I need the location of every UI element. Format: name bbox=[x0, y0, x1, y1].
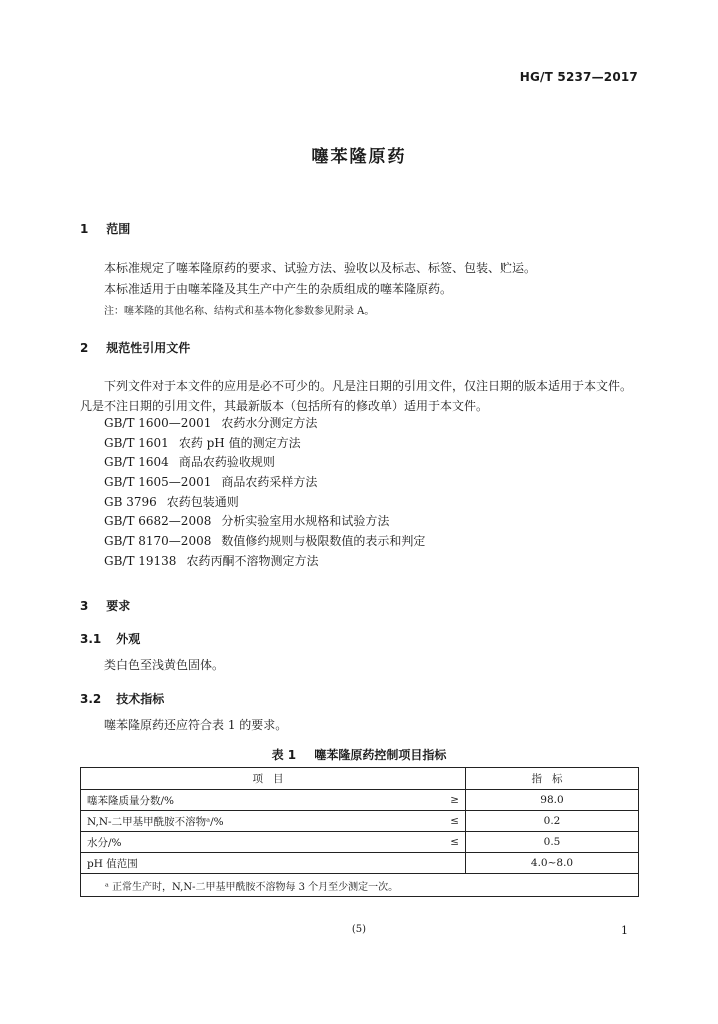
table-footnote-row bbox=[81, 874, 639, 897]
row-symbol bbox=[417, 853, 465, 874]
header-item: 项目 bbox=[81, 768, 466, 790]
reference-item: GB/T 1605—2001 商品农药采样方法 bbox=[104, 475, 318, 490]
table-caption bbox=[0, 746, 718, 763]
reference-item: GB/T 1601 农药 pH 值的测定方法 bbox=[104, 435, 301, 450]
row-symbol: ≥ bbox=[417, 790, 465, 811]
row-value: 0.5 bbox=[466, 832, 639, 853]
footer-center-mark: (5) bbox=[351, 924, 367, 935]
row-symbol: ≤ bbox=[417, 811, 465, 832]
table-row bbox=[81, 790, 639, 811]
scope-paragraph-2: 本标准适用于由噻苯隆及其生产中产生的杂质组成的噻苯隆原药。 bbox=[104, 282, 453, 296]
spec-table bbox=[80, 767, 639, 897]
row-value: 0.2 bbox=[466, 811, 639, 832]
section-title: 规范性引用文件 bbox=[106, 341, 191, 355]
reference-item: GB/T 1604 商品农药验收规则 bbox=[104, 455, 275, 470]
section-number: 1 bbox=[80, 222, 89, 236]
row-value: 98.0 bbox=[466, 790, 639, 811]
section-number: 2 bbox=[80, 341, 89, 355]
table-row bbox=[81, 832, 639, 853]
section-1-heading bbox=[80, 220, 130, 237]
section-title: 外观 bbox=[116, 632, 141, 646]
section-title: 范围 bbox=[106, 222, 131, 236]
section-number: 3 bbox=[80, 599, 89, 613]
document-title: 噻苯隆原药 bbox=[311, 147, 407, 167]
section-3-2-heading bbox=[80, 690, 164, 707]
tech-spec-text: 噻苯隆原药还应符合表 1 的要求。 bbox=[104, 718, 288, 732]
section-3-heading bbox=[80, 597, 130, 614]
row-item: pH 值范围 bbox=[81, 853, 418, 874]
reference-item: GB 3796 农药包装通则 bbox=[104, 494, 239, 509]
table-row bbox=[81, 811, 639, 832]
appearance-text: 类白色至浅黄色固体。 bbox=[104, 658, 225, 672]
header-value: 指标 bbox=[466, 768, 639, 790]
table-footnote: ᵃ 正常生产时，N,N-二甲基甲酰胺不溶物每 3 个月至少测定一次。 bbox=[81, 874, 639, 897]
section-number: 3.1 bbox=[80, 632, 102, 646]
table-header-row bbox=[81, 768, 639, 790]
references-intro: 下列文件对于本文件的应用是必不可少的。凡是注日期的引用文件，仅注日期的版本适用于本文件。凡是不注日期的引用文件，其最新版本（包括所有的修改单）适用于本文件。 bbox=[80, 379, 633, 413]
reference-list bbox=[104, 414, 425, 572]
reference-item: GB/T 1600—2001 农药水分测定方法 bbox=[104, 416, 318, 430]
row-item: 噻苯隆质量分数/% bbox=[81, 790, 418, 811]
page-number: 1 bbox=[621, 924, 628, 937]
section-number: 3.2 bbox=[80, 692, 102, 706]
row-symbol: ≤ bbox=[417, 832, 465, 853]
scope-note: 注：噻苯隆的其他名称、结构式和基本物化参数参见附录 A。 bbox=[104, 306, 375, 317]
reference-item: GB/T 19138 农药丙酮不溶物测定方法 bbox=[104, 553, 319, 568]
section-title: 技术指标 bbox=[116, 692, 165, 706]
row-item: N,N-二甲基甲酰胺不溶物ᵃ/% bbox=[81, 811, 418, 832]
table-label: 表 1 bbox=[271, 748, 297, 762]
reference-item: GB/T 8170—2008 数值修约规则与极限数值的表示和判定 bbox=[104, 534, 426, 549]
standard-code: HG/T 5237—2017 bbox=[519, 70, 638, 84]
section-title: 要求 bbox=[106, 599, 131, 613]
reference-item: GB/T 6682—2008 分析实验室用水规格和试验方法 bbox=[104, 514, 390, 529]
row-item: 水分/% bbox=[81, 832, 418, 853]
row-value: 4.0~8.0 bbox=[466, 853, 639, 874]
table-row bbox=[81, 853, 639, 874]
scope-paragraph-1: 本标准规定了噻苯隆原药的要求、试验方法、验收以及标志、标签、包装、贮运。 bbox=[104, 261, 537, 275]
table-caption-text: 噻苯隆原药控制项目指标 bbox=[314, 748, 447, 762]
section-2-heading bbox=[80, 339, 190, 356]
section-3-1-heading bbox=[80, 630, 140, 647]
